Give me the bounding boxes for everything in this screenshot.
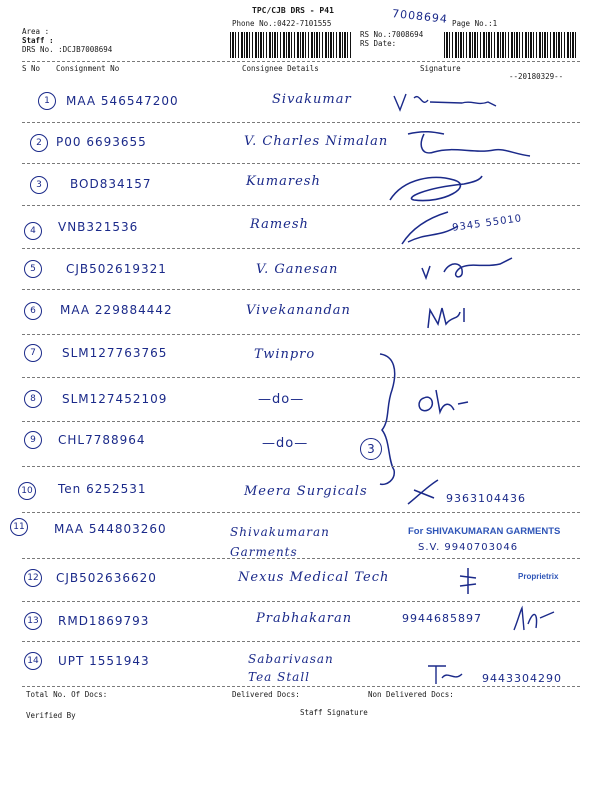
row-6-signature <box>424 302 474 332</box>
row-rule <box>22 377 580 378</box>
row-rule <box>22 289 580 290</box>
row-5-signature <box>420 254 520 284</box>
row-5-consignee: V. Ganesan <box>256 262 339 277</box>
row-6-consignment: MAA 229884442 <box>60 303 173 317</box>
row-4-consignee: Ramesh <box>250 217 309 232</box>
row-2-consignee: V. Charles Nimalan <box>244 134 389 149</box>
column-consignee: Consignee Details <box>242 64 319 73</box>
non-delivered-docs-label: Non Delivered Docs: <box>368 690 454 699</box>
row-9-number: 9 <box>24 431 42 449</box>
barcode-right <box>444 32 578 58</box>
row-6-number: 6 <box>24 302 42 320</box>
row-rule <box>22 558 580 559</box>
row-10-phone: 9363104436 <box>446 492 526 505</box>
row-rule <box>22 641 580 642</box>
row-11-signature-phone: S.V. 9940703046 <box>418 542 519 553</box>
row-rule <box>22 466 580 467</box>
row-rule <box>22 205 580 206</box>
row-10-signature <box>404 478 444 508</box>
row-11-number: 11 <box>10 518 28 536</box>
drs-number: DRS No. :DCJB7008694 <box>22 45 113 54</box>
row-12-number: 12 <box>24 569 42 587</box>
row-7-consignment: SLM127763765 <box>62 346 168 360</box>
delivered-docs-label: Delivered Docs: <box>232 690 300 699</box>
row-14-consignee: Sabarivasan Tea Stall <box>248 652 334 684</box>
row-6-consignee: Vivekanandan <box>246 303 351 318</box>
company-stamp: For SHIVAKUMARAN GARMENTS <box>408 526 561 537</box>
row-rule <box>22 601 580 602</box>
staff-signature-label: Staff Signature <box>300 708 368 717</box>
row-rule <box>22 421 580 422</box>
row-3-number: 3 <box>30 176 48 194</box>
row-14-signature <box>426 660 466 686</box>
report-title: TPC/CJB DRS - P41 <box>252 6 334 15</box>
stamp-proprietrix: Proprietrix <box>518 572 559 581</box>
row-11-consignment: MAA 544803260 <box>54 522 167 536</box>
row-14-phone: 9443304290 <box>482 672 562 685</box>
row-1-signature <box>392 88 502 116</box>
row-9-consignee: —do— <box>262 436 309 451</box>
row-13-signature <box>510 604 556 634</box>
rs-date: RS Date: <box>360 39 397 48</box>
header-rule <box>22 61 580 62</box>
phone-number: Phone No.:0422-7101555 <box>232 19 332 28</box>
row-9-consignment: CHL7788964 <box>58 433 146 447</box>
row-11-consignee: Shivakumaran Garments <box>230 525 330 559</box>
row-13-consignment: RMD1869793 <box>58 614 150 628</box>
row-4-phone: 9345 55010 <box>451 213 523 234</box>
row-8-number: 8 <box>24 390 42 408</box>
row-rule <box>22 512 580 513</box>
row-1-number: 1 <box>38 92 56 110</box>
row-12-consignment: CJB502636620 <box>56 571 157 585</box>
column-consignment: Consignment No <box>56 64 120 73</box>
row-10-consignment: Ten 6252531 <box>58 482 147 496</box>
total-docs-label: Total No. Of Docs: <box>26 690 108 699</box>
row-2-number: 2 <box>30 134 48 152</box>
row-9-count: 3 <box>360 438 382 460</box>
column-signature: Signature <box>420 64 461 73</box>
row-12-consignee: Nexus Medical Tech <box>238 570 390 585</box>
row-8-consignment: SLM127452109 <box>62 392 168 406</box>
column-date: --20180329-- <box>509 72 564 81</box>
row-rule <box>22 686 580 687</box>
row-7-consignee: Twinpro <box>254 347 316 362</box>
row-4-consignment: VNB321536 <box>58 220 139 234</box>
row-14-number: 14 <box>24 652 42 670</box>
group-bracket <box>376 350 406 490</box>
handwritten-drs-number: 7008694 <box>391 7 449 26</box>
row-rule <box>22 163 580 164</box>
row-1-consignee: Sivakumar <box>272 92 352 107</box>
barcode-left <box>230 32 352 58</box>
row-2-consignment: P00 6693655 <box>56 135 147 149</box>
verified-by-label: Verified By <box>26 711 76 720</box>
row-rule <box>22 334 580 335</box>
row-7-number: 7 <box>24 344 42 362</box>
row-rule <box>22 122 580 123</box>
row-10-consignee: Meera Surgicals <box>244 484 368 499</box>
rs-number: RS No.:7008694 <box>360 30 424 39</box>
row-2-signature <box>404 128 534 162</box>
row-8-consignee: —do— <box>258 392 305 407</box>
row-8-signature <box>414 386 470 416</box>
page-number: Page No.:1 <box>452 19 498 28</box>
area-label: Area : <box>22 27 50 36</box>
column-sno: S No <box>22 64 41 73</box>
row-3-consignment: BOD834157 <box>70 177 152 191</box>
row-1-consignment: MAA 546547200 <box>66 94 179 108</box>
row-3-consignee: Kumaresh <box>246 174 321 189</box>
row-14-consignment: UPT 1551943 <box>58 654 150 668</box>
row-5-number: 5 <box>24 260 42 278</box>
row-3-signature <box>384 170 484 210</box>
row-4-number: 4 <box>24 222 42 240</box>
row-12-signature <box>456 566 480 596</box>
row-13-phone: 9944685897 <box>402 612 482 625</box>
row-13-consignee: Prabhakaran <box>256 611 353 626</box>
row-13-number: 13 <box>24 612 42 630</box>
row-10-number: 10 <box>18 482 36 500</box>
row-rule <box>22 248 580 249</box>
staff-label: Staff : <box>22 36 54 45</box>
row-5-consignment: CJB502619321 <box>66 262 167 276</box>
